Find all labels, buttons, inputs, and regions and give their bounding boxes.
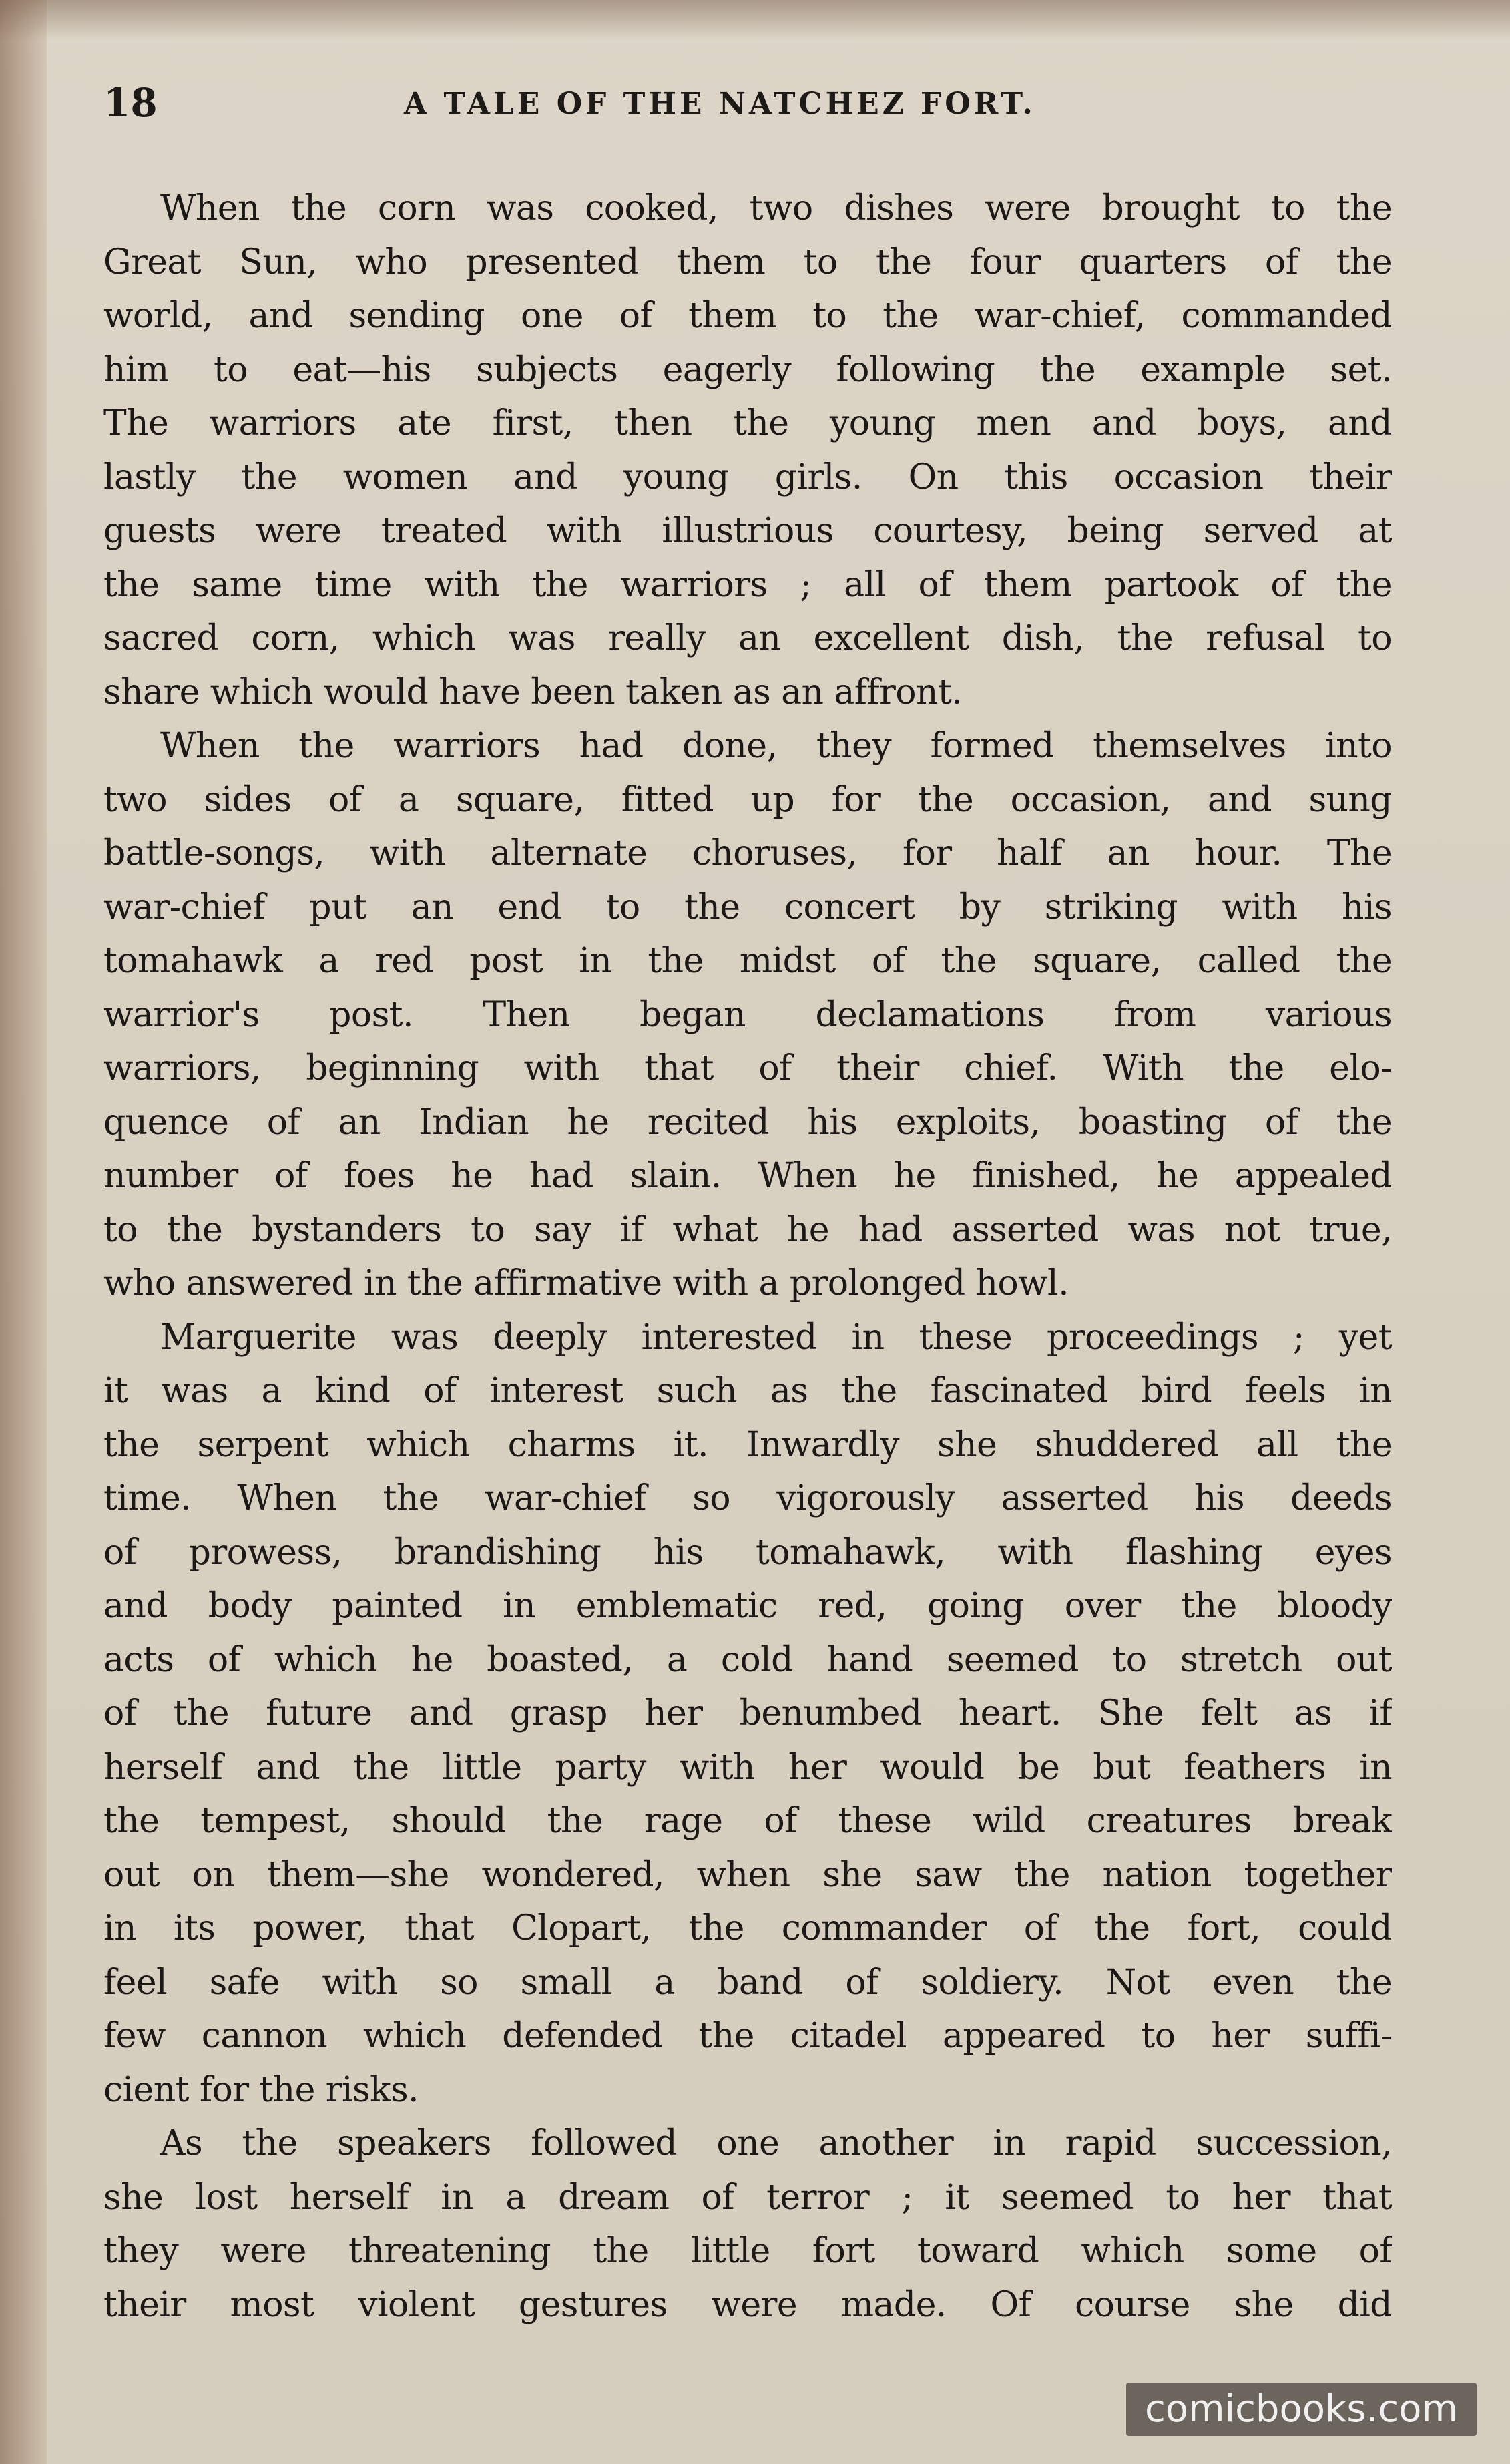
text-line: number of foes he had slain. When he finished, he appealed xyxy=(103,1156,1392,1196)
text-line: him to eat—his subjects eagerly following the example set. xyxy=(103,349,1392,390)
text-line: herself and the little party with her would be but feathers in xyxy=(103,1747,1392,1788)
text-line: she lost herself in a dream of terror ; it seemed to her that xyxy=(103,2177,1392,2218)
text-line: battle-songs, with alternate choruses, for half an hour. The xyxy=(103,833,1392,873)
text-line: world, and sending one of them to the war-chief, commanded xyxy=(103,296,1392,336)
body-text xyxy=(103,182,1392,2332)
text-line: warrior's post. Then began declamations from various xyxy=(103,994,1392,1035)
text-line: they were threatening the little fort toward which some of xyxy=(103,2231,1392,2271)
text-line: two sides of a square, fitted up for the occasion, and sung xyxy=(103,779,1392,820)
text-line: time. When the war-chief so vigorously asserted his deeds xyxy=(103,1478,1392,1518)
text-line: it was a kind of interest such as the fascinated bird feels in xyxy=(103,1371,1392,1411)
text-line: sacred corn, which was really an excellent dish, the refusal to xyxy=(103,618,1392,658)
text-line: warriors, beginning with that of their chief. With the elo- xyxy=(103,1048,1392,1088)
text-line: out on them—she wondered, when she saw the nation together xyxy=(103,1854,1392,1895)
text-line: feel safe with so small a band of soldiery. Not even the xyxy=(103,1962,1392,2003)
text-line: quence of an Indian he recited his exploits, boasting of the xyxy=(103,1102,1392,1143)
text-line: tomahawk a red post in the midst of the square, called the xyxy=(103,941,1392,981)
text-line: of prowess, brandishing his tomahawk, with flashing eyes xyxy=(103,1532,1392,1573)
text-line: cient for the risks. xyxy=(103,2069,419,2110)
text-line: in its power, that Clopart, the commander of the fort, could xyxy=(103,1908,1392,1948)
text-line: acts of which he boasted, a cold hand seemed to stretch out xyxy=(103,1639,1392,1680)
text-line: the serpent which charms it. Inwardly she shuddered all the xyxy=(103,1424,1392,1465)
text-line: the same time with the warriors ; all of them partook of the xyxy=(103,564,1392,605)
text-line: lastly the women and young girls. On this occasion their xyxy=(103,457,1392,497)
text-line: The warriors ate first, then the young men and boys, and xyxy=(103,403,1392,443)
watermark: comicbooks.com xyxy=(1126,2383,1477,2436)
text-line: and body painted in emblematic red, going over the bloody xyxy=(103,1586,1392,1626)
text-line: their most violent gestures were made. Of course she did xyxy=(103,2284,1392,2325)
text-line: share which would have been taken as an affront. xyxy=(103,672,963,712)
text-line: war-chief put an end to the concert by striking with his xyxy=(103,887,1392,928)
text-line: Great Sun, who presented them to the four quarters of the xyxy=(103,242,1392,282)
text-line: When the corn was cooked, two dishes were brought to the xyxy=(160,188,1392,228)
text-line: to the bystanders to say if what he had asserted was not true, xyxy=(103,1209,1392,1250)
text-line: who answered in the affirmative with a prolonged howl. xyxy=(103,1263,1069,1303)
text-line: the tempest, should the rage of these wild creatures break xyxy=(103,1801,1392,1841)
page-number: 18 xyxy=(103,80,158,126)
running-title: A TALE OF THE NATCHEZ FORT. xyxy=(404,87,1036,121)
text-line: When the warriors had done, they formed themselves into xyxy=(160,726,1392,766)
text-line: Marguerite was deeply interested in these proceedings ; yet xyxy=(160,1317,1392,1358)
page-header xyxy=(103,80,1402,134)
text-line: of the future and grasp her benumbed heart. She felt as if xyxy=(103,1693,1392,1733)
text-line: few cannon which defended the citadel appeared to her suffi- xyxy=(103,2016,1392,2056)
text-line: As the speakers followed one another in rapid succession, xyxy=(160,2123,1392,2164)
text-line: guests were treated with illustrious courtesy, being served at xyxy=(103,511,1392,551)
